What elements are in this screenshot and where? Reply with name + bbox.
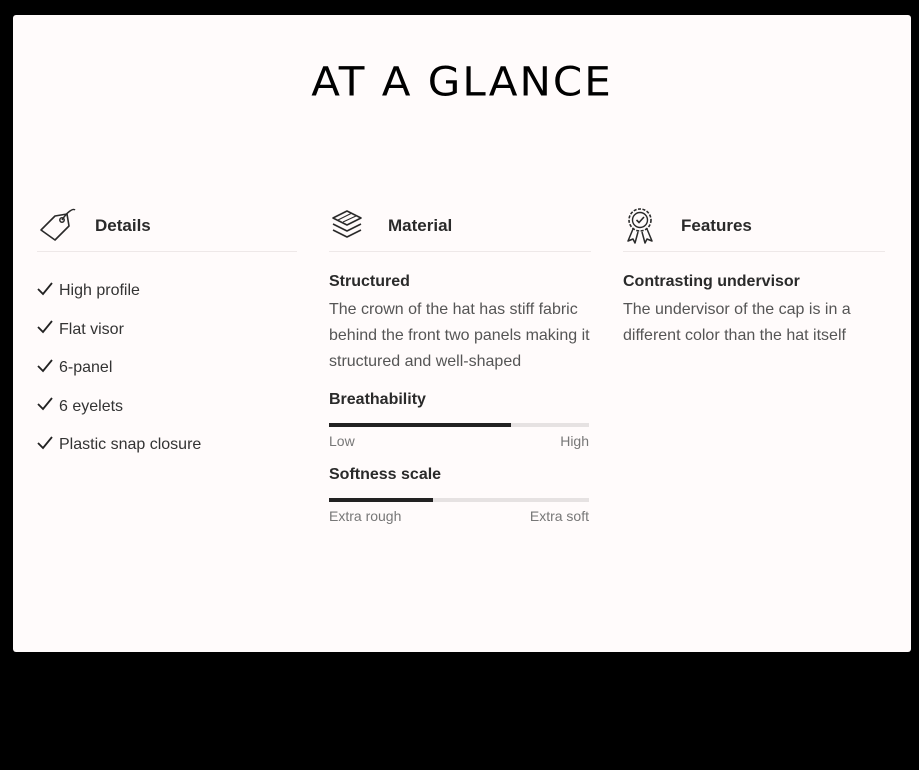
material-subtitle: Structured xyxy=(329,273,410,290)
material-heading: Material xyxy=(388,216,453,235)
layers-icon xyxy=(329,204,373,248)
checkmark-icon xyxy=(37,436,57,455)
scale-low-label: Low xyxy=(329,433,355,449)
scale-fill xyxy=(329,423,511,427)
scale-fill xyxy=(329,498,433,502)
features-header xyxy=(623,201,885,252)
scale-labels xyxy=(329,433,589,449)
list-item-label: High profile xyxy=(59,282,140,300)
list-item-label: 6-panel xyxy=(59,359,113,377)
checkmark-icon xyxy=(37,397,57,416)
scale-track xyxy=(329,498,589,502)
scale-title: Breathability xyxy=(329,391,426,408)
scale-track xyxy=(329,423,589,427)
checkmark-icon xyxy=(37,359,57,378)
list-item xyxy=(37,311,297,350)
list-item-label: 6 eyelets xyxy=(59,397,124,415)
scale-low-label: Extra rough xyxy=(329,508,402,524)
checkmark-icon xyxy=(37,282,57,301)
softness-scale xyxy=(329,466,591,524)
details-list xyxy=(37,272,297,465)
features-column xyxy=(623,201,885,349)
scale-title: Softness scale xyxy=(329,466,442,483)
checkmark-icon xyxy=(37,320,57,339)
breathability-scale xyxy=(329,391,591,449)
list-item-label: Flat visor xyxy=(59,320,124,338)
material-header xyxy=(329,201,591,252)
list-item xyxy=(37,388,297,427)
features-subtitle: Contrasting undervisor xyxy=(623,273,800,290)
list-item xyxy=(37,272,297,311)
details-header xyxy=(37,201,297,252)
material-column xyxy=(329,201,591,524)
at-a-glance-card xyxy=(13,15,911,652)
scale-high-label: High xyxy=(560,433,589,449)
details-column xyxy=(37,201,297,465)
scale-labels xyxy=(329,508,589,524)
features-heading: Features xyxy=(681,216,752,235)
page-title: AT A GLANCE xyxy=(311,58,613,105)
details-heading: Details xyxy=(95,216,151,235)
list-item xyxy=(37,426,297,465)
material-description: The crown of the hat has stiff fabric behind the front two panels making it structured and well-shaped xyxy=(329,301,590,370)
list-item-label: Plastic snap closure xyxy=(59,436,202,454)
price-tag-icon xyxy=(37,204,81,248)
award-ribbon-icon xyxy=(623,204,667,248)
features-description: The undervisor of the cap is in a different color than the hat itself xyxy=(623,301,851,344)
scale-high-label: Extra soft xyxy=(529,508,589,524)
list-item xyxy=(37,349,297,388)
